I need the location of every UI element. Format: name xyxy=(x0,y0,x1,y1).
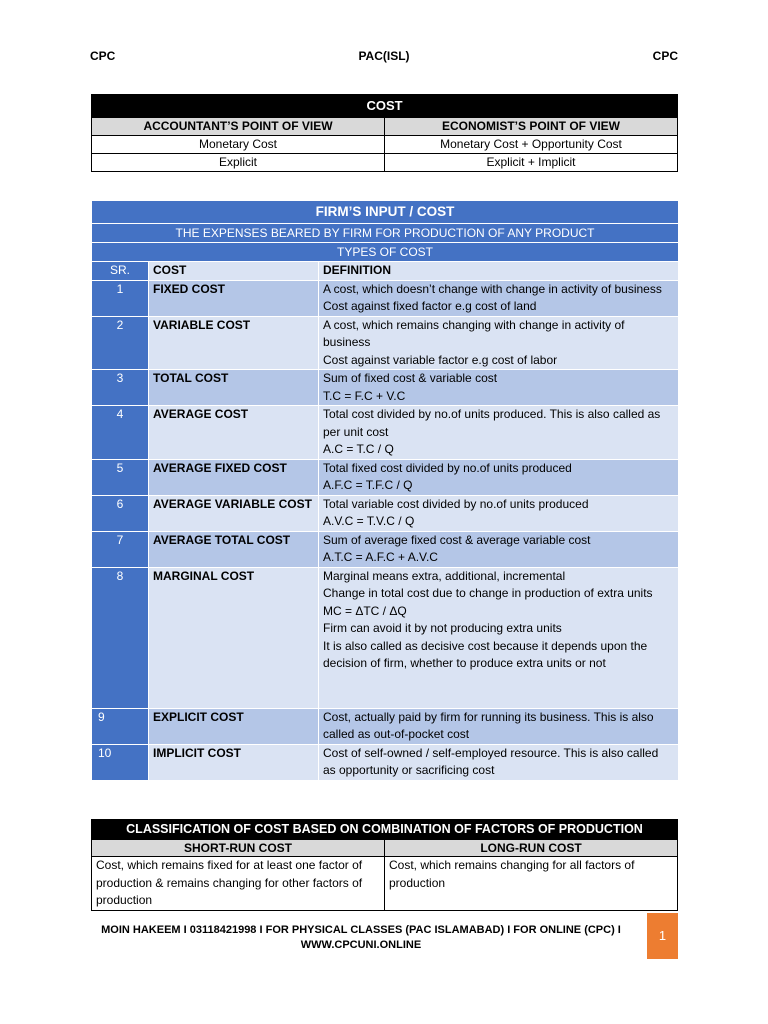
classification-title: CLASSIFICATION OF COST BASED ON COMBINATION OF FACTORS OF PRODUCTION xyxy=(92,820,678,840)
cost-name: TOTAL COST xyxy=(149,370,319,406)
definition-header: DEFINITION xyxy=(319,262,679,281)
definition-line: Sum of fixed cost & variable cost xyxy=(323,371,498,385)
header-right: CPC xyxy=(652,49,678,63)
definition-line: A.V.C = T.V.C / Q xyxy=(323,514,415,528)
cost-name: IMPLICIT COST xyxy=(149,744,319,780)
accountant-header: ACCOUNTANT’S POINT OF VIEW xyxy=(92,118,385,136)
definition-line: A cost, which doesn’t change with change in activity of business xyxy=(323,281,662,296)
types-of-cost-heading: TYPES OF COST xyxy=(92,243,679,262)
cost-name: AVERAGE COST xyxy=(149,406,319,460)
definition-line: A cost, which remains changing with change in activity of business xyxy=(323,317,625,349)
firm-table-title: FIRM’S INPUT / COST xyxy=(92,201,679,224)
cost-header: COST xyxy=(149,262,319,281)
cost-definition xyxy=(319,567,679,708)
definition-line: Total variable cost divided by no.of units produced xyxy=(323,496,589,511)
cost-definition xyxy=(319,316,679,370)
cost-definition xyxy=(319,370,679,406)
table-row xyxy=(92,316,679,370)
long-run-text: Cost, which remains changing for all factors of production xyxy=(385,857,678,911)
table-row xyxy=(92,495,679,531)
sr-number: 3 xyxy=(92,370,149,406)
economist-header: ECONOMIST’S POINT OF VIEW xyxy=(385,118,678,136)
cost-name: AVERAGE VARIABLE COST xyxy=(149,495,319,531)
short-run-text: Cost, which remains fixed for at least one factor of production & remains changing for other factors of production xyxy=(92,857,385,911)
sr-header: SR. xyxy=(92,262,149,281)
table-cell: Monetary Cost + Opportunity Cost xyxy=(385,136,678,154)
table-row xyxy=(92,744,679,780)
table-row xyxy=(92,280,679,316)
cost-name: EXPLICIT COST xyxy=(149,708,319,744)
cost-name: FIXED COST xyxy=(149,280,319,316)
sr-number: 7 xyxy=(92,531,149,567)
table-row xyxy=(92,406,679,460)
definition-line: Sum of average fixed cost & average variable cost xyxy=(323,532,591,547)
sr-number: 2 xyxy=(92,316,149,370)
cost-definition xyxy=(319,744,679,780)
definition-line: Total cost divided by no.of units produced. This is also called as per unit cost xyxy=(323,407,661,439)
firm-cost-table xyxy=(91,200,679,781)
definition-line: MC = ΔTC / ΔQ xyxy=(323,603,407,618)
sr-number: 5 xyxy=(92,459,149,495)
footer-line-1: MOIN HAKEEM I 03118421998 I FOR PHYSICAL CLASSES (PAC ISLAMABAD) I FOR ONLINE (CPC) I xyxy=(101,924,621,936)
table-cell: Explicit xyxy=(92,154,385,172)
definition-line: Cost against variable factor e.g cost of labor xyxy=(323,352,558,367)
definition-line: Change in total cost due to change in production of extra units xyxy=(323,586,653,600)
definition-line: Cost, actually paid by firm for running its business. This is also called as out-of-pocket cost xyxy=(323,709,654,741)
sr-number: 4 xyxy=(92,406,149,460)
cost-definition xyxy=(319,280,679,316)
table-row xyxy=(92,370,679,406)
table-row xyxy=(92,708,679,744)
classification-table xyxy=(91,819,678,911)
cost-definition xyxy=(319,708,679,744)
table-row xyxy=(92,567,679,708)
sr-number: 6 xyxy=(92,495,149,531)
page-number: 1 xyxy=(647,913,678,959)
short-run-header: SHORT-RUN COST xyxy=(92,840,385,857)
cost-name: AVERAGE FIXED COST xyxy=(149,459,319,495)
definition-line: A.C = T.C / Q xyxy=(323,442,394,456)
header-left: CPC xyxy=(90,49,116,63)
cost-name: AVERAGE TOTAL COST xyxy=(149,531,319,567)
footer xyxy=(91,923,631,953)
definition-line: Firm can avoid it by not producing extra units xyxy=(323,621,562,635)
table-row xyxy=(92,531,679,567)
definition-line: T.C = F.C + V.C xyxy=(323,388,406,403)
definition-line: A.F.C = T.F.C / Q xyxy=(323,478,413,492)
definition-line: It is also called as decisive cost because it depends upon the decision of firm, whether to produce extra units or not xyxy=(323,638,648,670)
definition-line: Cost of self-owned / self-employed resource. This is also called as opportunity or sacrificing cost xyxy=(323,745,659,777)
sr-number: 1 xyxy=(92,280,149,316)
sr-number: 8 xyxy=(92,567,149,708)
definition-line: Total fixed cost divided by no.of units produced xyxy=(323,460,572,475)
sr-number: 9 xyxy=(92,708,149,744)
table-row xyxy=(92,136,678,154)
footer-line-2: WWW.CPCUNI.ONLINE xyxy=(300,939,422,951)
cost-definition xyxy=(319,531,679,567)
cost-name: MARGINAL COST xyxy=(149,567,319,708)
cost-viewpoint-table xyxy=(91,94,678,172)
definition-line: A.T.C = A.F.C + A.V.C xyxy=(323,550,438,564)
cost-name: VARIABLE COST xyxy=(149,316,319,370)
firm-table-subtitle: THE EXPENSES BEARED BY FIRM FOR PRODUCTION OF ANY PRODUCT xyxy=(92,224,679,243)
table-row xyxy=(92,459,679,495)
definition-line: Marginal means extra, additional, incremental xyxy=(323,568,566,583)
cost-definition xyxy=(319,406,679,460)
table-row xyxy=(92,154,678,172)
cost-definition xyxy=(319,495,679,531)
header-center: PAC(ISL) xyxy=(358,49,410,63)
cost-definition xyxy=(319,459,679,495)
definition-line: Cost against fixed factor e.g cost of land xyxy=(323,299,537,313)
cost-table-title: COST xyxy=(92,95,678,118)
table-cell: Explicit + Implicit xyxy=(385,154,678,172)
long-run-header: LONG-RUN COST xyxy=(385,840,678,857)
sr-number: 10 xyxy=(92,744,149,780)
table-cell: Monetary Cost xyxy=(92,136,385,154)
